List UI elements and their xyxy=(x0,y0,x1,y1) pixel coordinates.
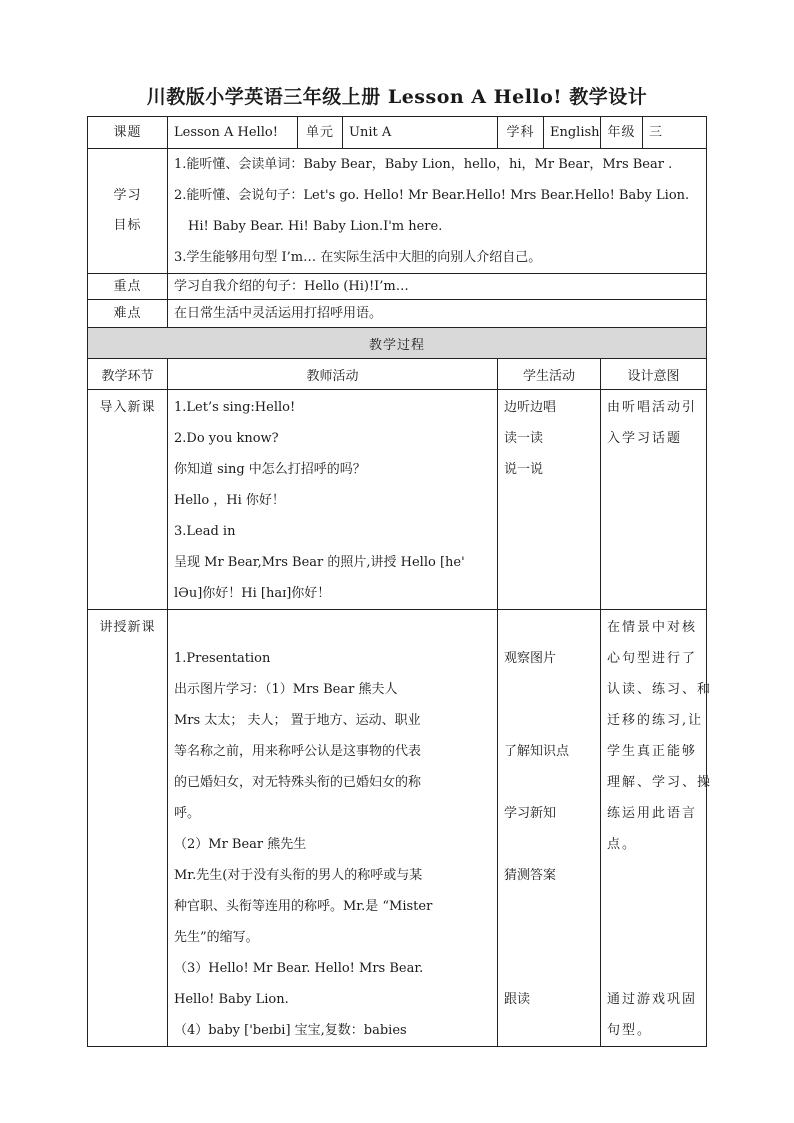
student-line xyxy=(504,767,594,798)
student-line: 观察图片 xyxy=(504,651,557,666)
teacher-line xyxy=(174,612,491,643)
document-title: 川教版小学英语三年级上册 Lesson A Hello! 教学设计 xyxy=(146,86,648,108)
topic-value: Lesson A Hello! xyxy=(168,117,298,149)
intent-line xyxy=(607,891,700,922)
student-cell xyxy=(498,610,601,1047)
teacher-line: 你知道 sing 中怎么打招呼的吗？ xyxy=(174,462,366,477)
student-line xyxy=(504,953,594,984)
student-line: 读一读 xyxy=(504,431,544,446)
header-stage: 教学环节 xyxy=(88,359,168,390)
student-line xyxy=(504,612,594,643)
stage-cell xyxy=(88,390,168,610)
intent-line: 练运用此语言 xyxy=(607,806,698,821)
intent-line: 通过游戏巩固 xyxy=(607,992,698,1007)
intent-line: 理解、学习、操 xyxy=(607,775,713,790)
info-row xyxy=(88,117,707,149)
student-line xyxy=(504,1015,594,1046)
intent-line: 入学习话题 xyxy=(607,431,683,446)
unit-label: 单元 xyxy=(298,117,343,149)
process-title: 教学过程 xyxy=(88,328,707,359)
teacher-line: 2.Do you know? xyxy=(174,431,279,446)
objective-line: 3.学生能够用句型 I’m… 在实际生活中大胆的向别人介绍自己。 xyxy=(174,250,542,265)
objectives-row xyxy=(88,149,707,274)
intent-line: 认读、练习、和 xyxy=(607,682,713,697)
objectives-label-1: 学习 xyxy=(113,188,142,203)
intent-line: 点。 xyxy=(607,837,638,852)
objectives-content xyxy=(168,149,707,274)
header-student: 学生活动 xyxy=(498,359,601,390)
objectives-label xyxy=(88,149,168,274)
intent-line xyxy=(607,860,700,891)
intent-line: 句型。 xyxy=(607,1023,653,1038)
teacher-line: lƏu]你好！Hi [haɪ]你好！ xyxy=(174,586,331,601)
key-point-label: 重点 xyxy=(88,274,168,300)
teacher-line: 等名称之前，用来称呼公认是这事物的代表 xyxy=(174,744,422,759)
process-header-row xyxy=(88,359,707,390)
process-row-new xyxy=(88,610,707,1047)
teacher-line: Hello ，Hi 你好！ xyxy=(174,493,285,508)
student-line: 猜测答案 xyxy=(504,868,557,883)
topic-label: 课题 xyxy=(88,117,168,149)
grade-value: 三 xyxy=(643,117,707,149)
teacher-line: Mr.先生(对于没有头衔的男人的称呼或与某 xyxy=(174,868,423,883)
teacher-line: Mrs 太太； 夫人； 置于地方、运动、职业 xyxy=(174,713,421,728)
difficulty-label: 难点 xyxy=(88,300,168,328)
intent-line: 由听唱活动引 xyxy=(607,400,698,415)
teacher-line: 先生”的缩写。 xyxy=(174,930,259,945)
unit-value: Unit A xyxy=(343,117,498,149)
teacher-line: （2）Mr Bear 熊先生 xyxy=(174,837,307,852)
teacher-line: 种官职、头衔等连用的称呼。Mr.是 “Mister xyxy=(174,899,433,914)
objective-line: 1.能听懂、会读单词：Baby Bear，Baby Lion，hello，hi，Mr Bear，Mrs Bear . xyxy=(174,157,673,172)
student-line: 说一说 xyxy=(504,462,544,477)
teacher-line: Hello! Baby Lion. xyxy=(174,992,289,1007)
student-line xyxy=(504,922,594,953)
student-cell xyxy=(498,390,601,610)
process-row-intro xyxy=(88,390,707,610)
intent-line: 心句型进行了 xyxy=(607,651,698,666)
student-line xyxy=(504,891,594,922)
intent-line: 在情景中对核 xyxy=(607,620,698,635)
student-line: 学习新知 xyxy=(504,806,557,821)
difficulty-row xyxy=(88,300,707,328)
student-line: 跟读 xyxy=(504,992,531,1007)
subject-value: English xyxy=(544,117,601,149)
student-line xyxy=(504,705,594,736)
header-intent: 设计意图 xyxy=(601,359,707,390)
stage-label: 讲授新课 xyxy=(99,620,156,635)
intent-cell xyxy=(601,390,707,610)
key-point-row xyxy=(88,274,707,300)
student-line: 边听边唱 xyxy=(504,400,557,415)
teacher-cell xyxy=(168,610,498,1047)
objective-line: 2.能听懂、会说句子：Let's go. Hello! Mr Bear.Hello! Mrs Bear.Hello! Baby Lion. xyxy=(174,188,690,203)
student-line xyxy=(504,829,594,860)
student-line: 了解知识点 xyxy=(504,744,570,759)
student-line xyxy=(504,674,594,705)
difficulty-value: 在日常生活中灵活运用打招呼用语。 xyxy=(168,300,707,328)
intent-line: 学生真正能够 xyxy=(607,744,698,759)
stage-cell xyxy=(88,610,168,1047)
teacher-line: 出示图片学习：（1）Mrs Bear 熊夫人 xyxy=(174,682,398,697)
stage-label: 导入新课 xyxy=(99,400,156,415)
lesson-plan-table xyxy=(87,116,713,1047)
process-title-row xyxy=(88,328,707,359)
grade-label: 年级 xyxy=(601,117,643,149)
objective-line: Hi! Baby Bear. Hi! Baby Lion.I'm here. xyxy=(188,219,443,234)
teacher-line: （3）Hello! Mr Bear. Hello! Mrs Bear. xyxy=(174,961,424,976)
teacher-line: 1.Let’s sing:Hello! xyxy=(174,400,296,415)
teacher-line: 的已婚妇女，对无特殊头衔的已婚妇女的称 xyxy=(174,775,422,790)
teacher-line: （4）baby ['beɪbi] 宝宝,复数：babies xyxy=(174,1023,407,1038)
intent-line: 迁移的练习,让 xyxy=(607,713,704,728)
teacher-line: 呈现 Mr Bear,Mrs Bear 的照片,讲授 Hello [he' xyxy=(174,555,465,570)
intent-cell xyxy=(601,610,713,1047)
teacher-line: 1.Presentation xyxy=(174,651,271,666)
header-teacher: 教师活动 xyxy=(168,359,498,390)
subject-label: 学科 xyxy=(498,117,544,149)
teacher-line: 3.Lead in xyxy=(174,524,236,539)
intent-line xyxy=(607,953,700,984)
teacher-cell xyxy=(168,390,498,610)
intent-line xyxy=(607,922,700,953)
objectives-label-2: 目标 xyxy=(113,218,142,233)
key-point-value: 学习自我介绍的句子：Hello (Hi)!I’m… xyxy=(168,274,707,300)
teacher-line: 呼。 xyxy=(174,806,201,821)
